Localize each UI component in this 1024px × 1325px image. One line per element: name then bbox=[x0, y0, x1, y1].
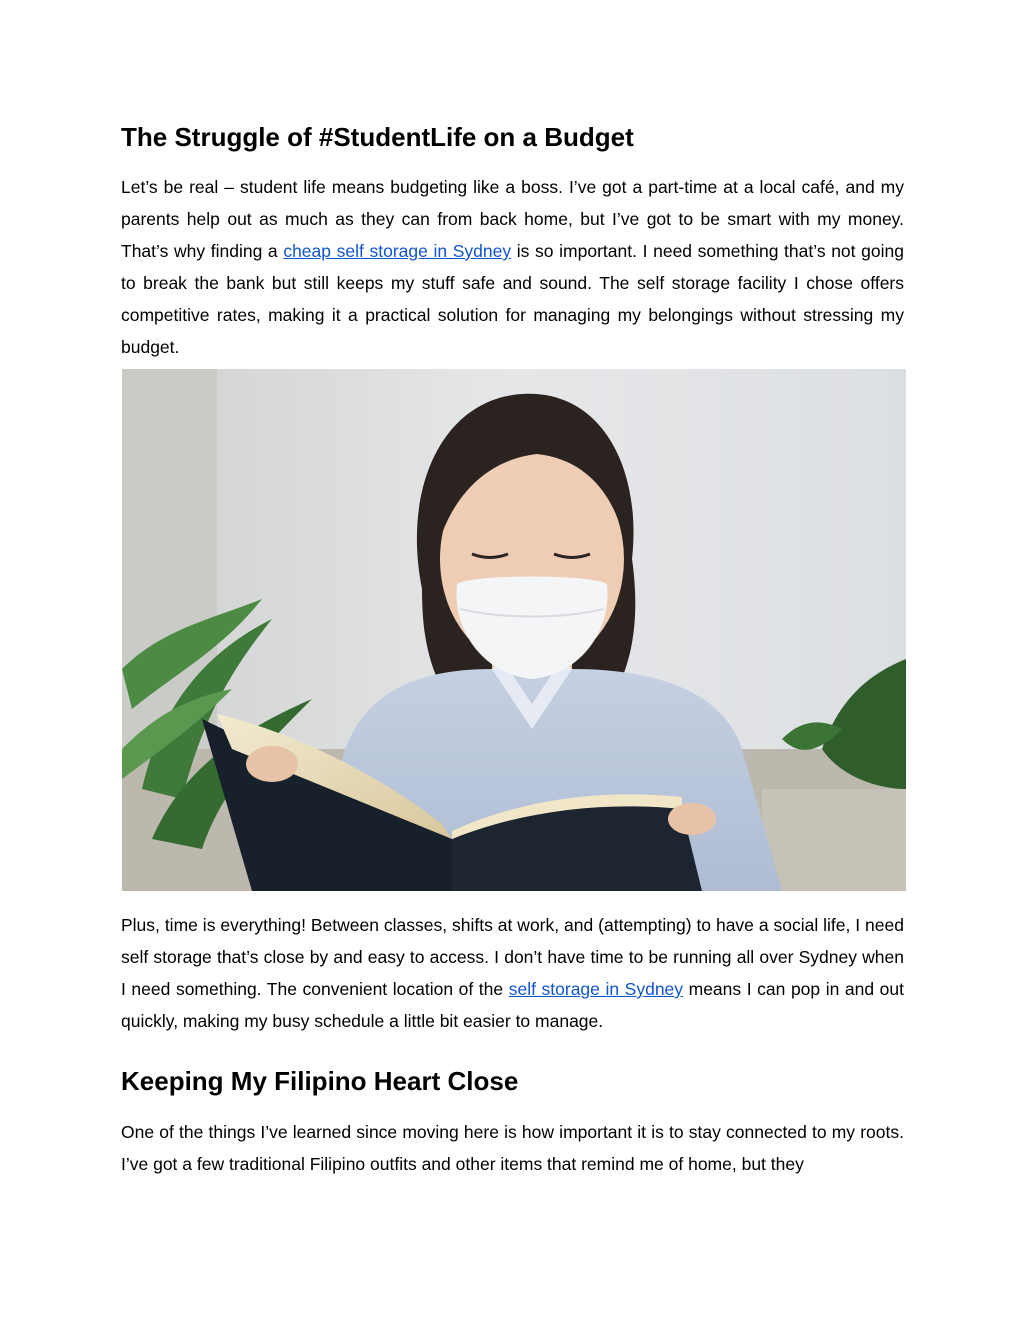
body-paragraph: One of the things I’ve learned since moving here is how important it is to stay connected to my roots. I’ve got a few traditional Filipino outfits and other items that remind me of home, but they bbox=[121, 1122, 904, 1174]
photo-illustration bbox=[122, 369, 906, 891]
section-heading: Keeping My Filipino Heart Close bbox=[121, 1066, 519, 1096]
body-paragraph bbox=[121, 909, 904, 1037]
body-paragraph bbox=[121, 171, 904, 363]
paragraph-text: Let’s be real – student life means budgeting like a boss. I’ve got a part-time at a local café, and my parents help out as much as they can from back home, but I’ve got to be smart with my money. That’s why finding a bbox=[121, 177, 904, 261]
self-storage-sydney-link[interactable]: self storage in Sydney bbox=[508, 979, 684, 999]
student-reading-photo bbox=[122, 369, 906, 891]
paragraph-text: Plus, time is everything! Between classes, shifts at work, and (attempting) to have a social life, I need self storage that’s close by and easy to access. I don’t have time to be running all over Sydney when I need something. The convenient location of the bbox=[121, 915, 904, 999]
cheap-self-storage-link[interactable]: cheap self storage in Sydney bbox=[283, 241, 512, 261]
section-heading: The Struggle of #StudentLife on a Budget bbox=[121, 122, 634, 152]
paragraph-text: is so important. I need something that’s not going to break the bank but still keeps my stuff safe and sound. The self storage facility I chose offers competitive rates, making it a practical solution for managing my belongings without stressing my budget. bbox=[121, 241, 904, 357]
paragraph-text: means I can pop in and out quickly, making my busy schedule a little bit easier to manage. bbox=[121, 979, 905, 1031]
